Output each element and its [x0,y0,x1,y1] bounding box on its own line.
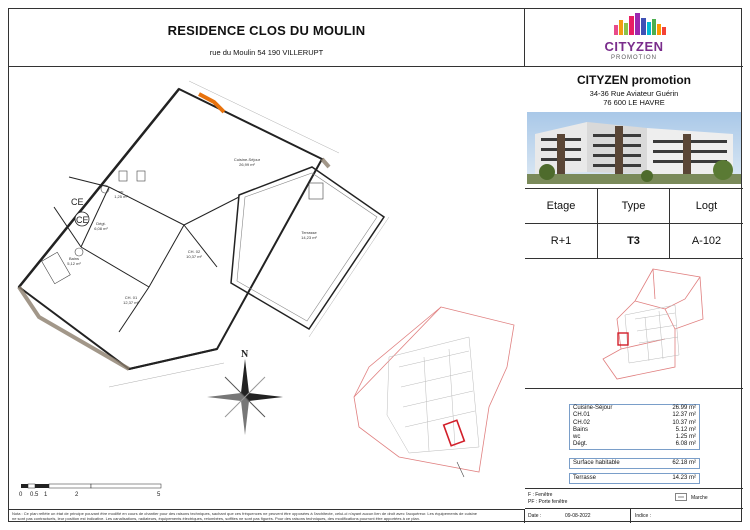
room-surfaces-list [569,404,700,450]
terrace-value: 14.23 m² [672,475,696,481]
key-plan-drawing [525,259,743,389]
terrace-surface [569,473,700,484]
unit-value: A-102 [670,224,743,259]
surface-row [570,405,699,412]
surfaces-panel [525,389,743,489]
logo-name: CITYZEN [604,39,664,54]
surface-row [570,441,699,448]
plan-sheet [8,8,742,522]
logo-tagline: PROMOTION [611,55,657,61]
legend-window: F : Fenêtre [528,492,553,498]
terrace-label: Terrasse [573,475,597,481]
index-label: Indice : [635,513,652,519]
floor-plan [9,67,525,509]
north-compass-icon [207,359,283,435]
building-photo [527,112,741,184]
cityzen-logo [525,9,743,67]
legend [525,489,743,509]
room-bains-area: 5,12 m² [67,261,81,266]
room-degt-area: 6,08 m² [94,226,108,231]
footer-meta [525,509,743,523]
surface-room-value: 1.25 m² [675,434,696,441]
surface-room-value: 12.37 m² [672,412,696,419]
skyline-logo-icon [610,13,670,35]
floor-plan-area [9,67,525,509]
unit-header: Logt [670,189,743,224]
room-bains-label: Bains [68,256,80,261]
scale-bar [19,478,169,506]
room-wc-label: wc [118,189,124,194]
surface-room-value: 6.08 m² [675,441,696,448]
surface-row [570,427,699,434]
footer-note-line2: ne sont pas contractuels, leur position est indicative. Les canalisations, radiateurs, équipements électriques, retombées, soffites ne sont pas figurés. Pour des raisons techniques, des modifications pourront être apportées à ce plan. [12,516,420,521]
room-ch02-label: CH. 02 [187,249,201,254]
legend-french-door: PF : Porte fenêtre [528,499,568,505]
north-label: N [241,349,249,360]
legend-step: Marche [691,495,708,501]
date-value: 09-08-2022 [565,513,591,519]
surface-row [570,412,699,419]
project-address: rue du Moulin 54 190 VILLERUPT [209,48,324,57]
room-terrace-label: Terrasse [301,230,317,235]
habitable-value: 62.18 m² [672,460,696,466]
floor-header: Etage [525,189,598,224]
surface-room-name: Dégt. [573,441,588,448]
scale-tick: 0 [19,492,23,498]
habitable-label: Surface habitable [573,460,620,466]
scale-tick: 5 [157,492,161,498]
footer-note [9,509,525,523]
room-kitchen-area: 26,99 m² [239,162,255,167]
project-title: RESIDENCE CLOS DU MOULIN [167,23,366,38]
room-ch01-label: CH. 01 [124,295,138,300]
type-header: Type [598,189,670,224]
type-value: T3 [598,224,670,259]
surface-room-name: CH.02 [573,419,591,426]
key-plan [525,259,743,389]
surface-row [570,420,699,427]
surface-room-name: wc [573,434,581,441]
scale-tick: 0.5 [30,492,39,498]
step-icon [675,493,687,501]
room-ch02-area: 10,37 m² [186,254,202,259]
surface-room-value: 26.99 m² [672,405,696,411]
site-plan [354,307,514,477]
habitable-surface [569,458,700,469]
room-wc-area: 1,25 m² [114,194,128,199]
company-block [525,67,743,189]
project-header [9,9,525,67]
orange-wall-marker [199,94,224,112]
surface-room-name: CH.01 [573,412,591,419]
surface-row [570,434,699,441]
company-address-line2: 76 600 LE HAVRE [603,98,665,107]
company-name: CITYZEN promotion [577,73,691,87]
scale-tick: 2 [75,492,79,498]
surface-room-name: Cuisine-Séjour [573,405,613,411]
footer-note-line1: Nota : Ce plan reflète un état de principe pouvant être modifié en cours de chantier pour des raisons techniques, sachant que ces fréquences ne peuvent être opposées à l'architecte, celui-ci n'ayant aucun lien de droit avec l'acquéreur. Les équipements de cuisine [12,511,478,516]
room-terrace-area: 14,23 m² [301,235,317,240]
surface-room-value: 5.12 m² [675,426,696,433]
room-ch01-area: 12,37 m² [123,300,139,305]
ce-label-lower: CE [76,215,89,225]
date-label: Date : [528,513,542,519]
company-address-line1: 34-36 Rue Aviateur Guérin [589,89,679,98]
room-kitchen-label: Cuisine-Séjour [233,157,261,162]
unit-info-table [525,189,743,259]
ce-label-upper: CE [71,197,84,207]
surface-room-name: Bains [573,426,589,433]
scale-tick: 1 [44,492,48,498]
floor-value: R+1 [525,224,598,259]
room-degt-label: Dégt. [96,221,106,226]
surface-room-value: 10.37 m² [672,419,696,426]
